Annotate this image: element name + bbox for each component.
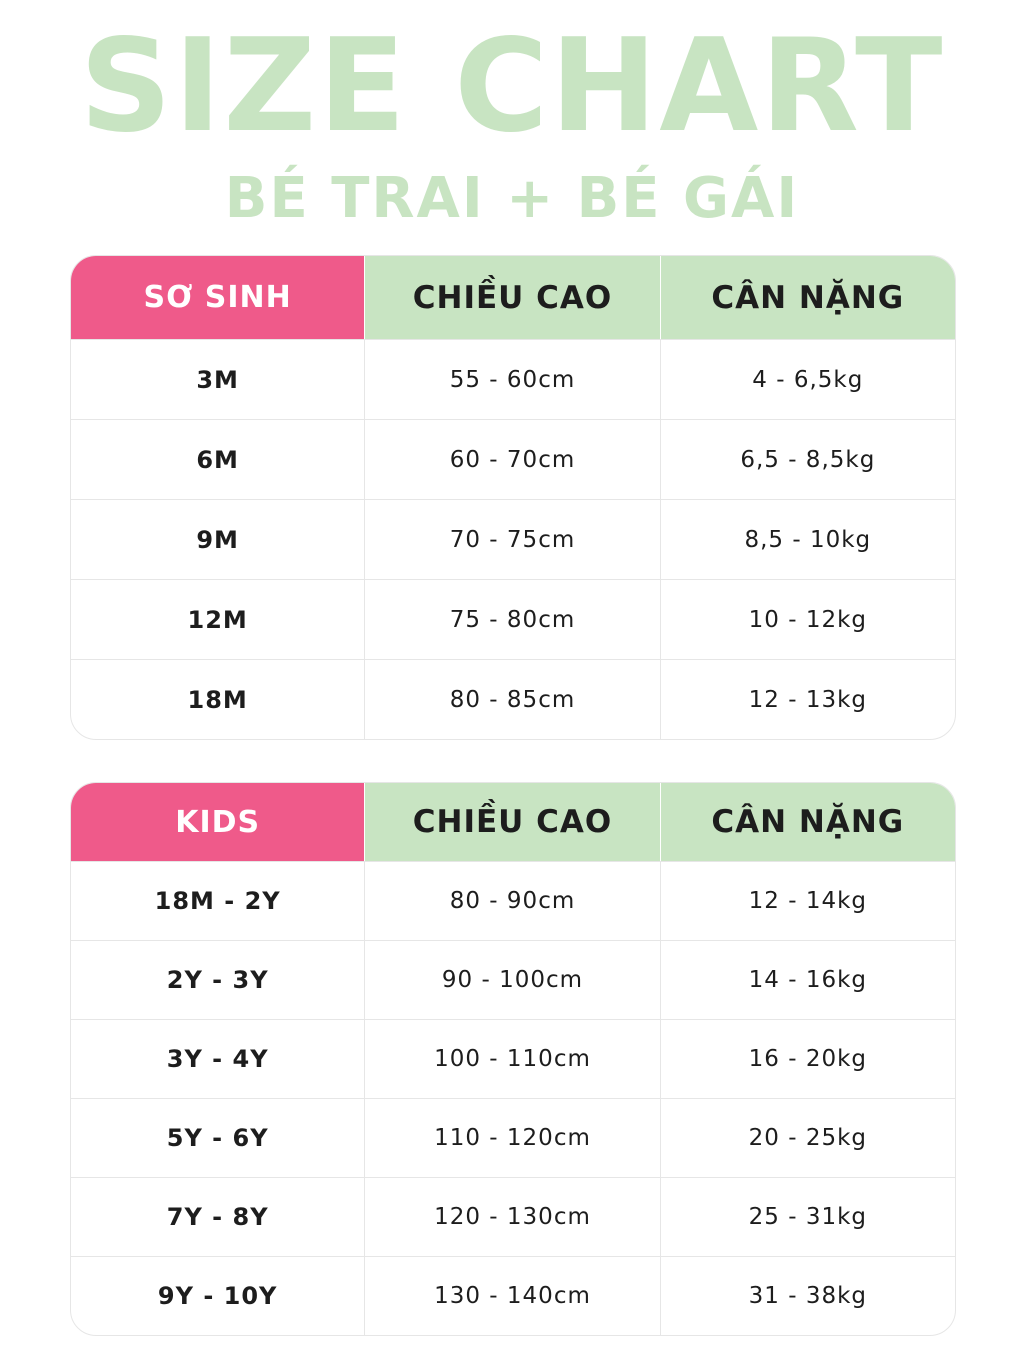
table-row <box>71 1098 955 1177</box>
height-cell: 75 - 80cm <box>364 580 659 659</box>
table-row <box>71 1256 955 1335</box>
weight-cell: 6,5 - 8,5kg <box>660 420 955 499</box>
height-cell: 100 - 110cm <box>364 1020 659 1098</box>
size-cell: 12M <box>187 605 248 634</box>
height-cell: 70 - 75cm <box>364 500 659 579</box>
weight-cell: 20 - 25kg <box>660 1099 955 1177</box>
size-cell: 18M - 2Y <box>154 887 281 915</box>
height-cell: 55 - 60cm <box>364 340 659 419</box>
weight-cell: 31 - 38kg <box>660 1257 955 1335</box>
size-cell: 9Y - 10Y <box>157 1282 278 1310</box>
weight-cell: 25 - 31kg <box>660 1178 955 1256</box>
header-weight: CÂN NẶNG <box>660 783 955 861</box>
weight-cell: 10 - 12kg <box>660 580 955 659</box>
table-header-row <box>71 783 955 861</box>
table-row <box>71 940 955 1019</box>
header-height: CHIỀU CAO <box>364 256 659 339</box>
weight-cell: 12 - 14kg <box>660 862 955 940</box>
size-cell: 5Y - 6Y <box>166 1124 269 1152</box>
header-height: CHIỀU CAO <box>364 783 659 861</box>
size-cell: 9M <box>196 525 239 554</box>
header-category: SƠ SINH <box>71 256 364 339</box>
size-cell: 3Y - 4Y <box>166 1045 269 1073</box>
table-row <box>71 339 955 419</box>
height-cell: 120 - 130cm <box>364 1178 659 1256</box>
page-subtitle: BÉ TRAI + BÉ GÁI <box>224 166 800 231</box>
newborn-size-table <box>70 255 956 740</box>
height-cell: 130 - 140cm <box>364 1257 659 1335</box>
size-cell: 2Y - 3Y <box>166 966 269 994</box>
height-cell: 80 - 90cm <box>364 862 659 940</box>
weight-cell: 12 - 13kg <box>660 660 955 739</box>
table-header-row <box>71 256 955 339</box>
weight-cell: 8,5 - 10kg <box>660 500 955 579</box>
table-row <box>71 659 955 739</box>
size-cell: 18M <box>187 685 248 714</box>
size-cell: 7Y - 8Y <box>166 1203 269 1231</box>
size-cell: 3M <box>196 365 239 394</box>
table-row <box>71 419 955 499</box>
kids-size-table <box>70 782 956 1336</box>
weight-cell: 4 - 6,5kg <box>660 340 955 419</box>
page-title: SIZE CHART <box>79 12 945 161</box>
table-row <box>71 861 955 940</box>
size-cell: 6M <box>196 445 239 474</box>
header-category: KIDS <box>71 783 364 861</box>
height-cell: 90 - 100cm <box>364 941 659 1019</box>
table-row <box>71 499 955 579</box>
height-cell: 80 - 85cm <box>364 660 659 739</box>
height-cell: 60 - 70cm <box>364 420 659 499</box>
table-row <box>71 1177 955 1256</box>
table-row <box>71 1019 955 1098</box>
weight-cell: 16 - 20kg <box>660 1020 955 1098</box>
weight-cell: 14 - 16kg <box>660 941 955 1019</box>
table-row <box>71 579 955 659</box>
header-weight: CÂN NẶNG <box>660 256 955 339</box>
height-cell: 110 - 120cm <box>364 1099 659 1177</box>
